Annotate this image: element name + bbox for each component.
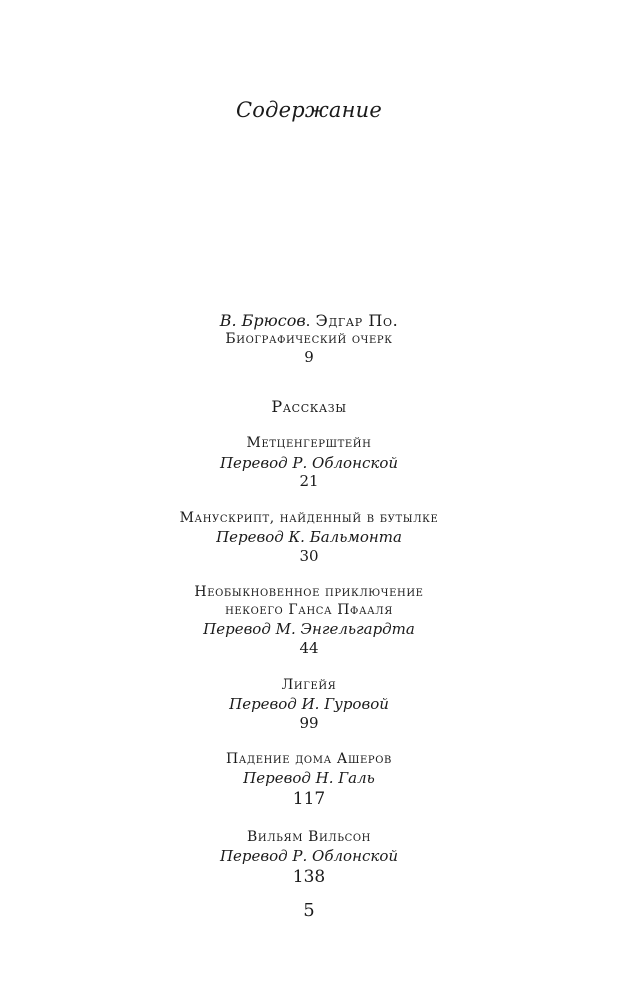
section-heading: Рассказы <box>271 397 347 416</box>
entry-page-number: 44 <box>299 639 319 657</box>
entry-translator: Перевод И. Гуровой <box>229 695 389 713</box>
entry-title: Необыкновенное приключение <box>194 584 424 600</box>
entry-title-continued: некоего Ганса Пфааля <box>225 602 393 618</box>
intro-title-line <box>0 311 618 330</box>
entry-translator: Перевод Р. Облонской <box>219 847 399 865</box>
intro-page-number: 9 <box>304 348 314 366</box>
entry-page-number: 30 <box>299 547 319 565</box>
entry-page-number: 138 <box>292 867 326 887</box>
entry-translator: Перевод Р. Облонской <box>219 454 399 472</box>
entry-page-number: 99 <box>299 714 319 732</box>
entry-title: Лигейя <box>281 677 337 693</box>
entry-page-number: 117 <box>292 789 326 809</box>
entry-title: Метценгерштейн <box>246 435 372 451</box>
intro-subtitle: Биографический очерк <box>225 331 393 347</box>
page-folio-number: 5 <box>303 900 315 921</box>
entry-title: Вильям Вильсон <box>247 829 371 845</box>
entry-title: Падение дома Ашеров <box>226 751 392 767</box>
entry-title: Манускрипт, найденный в бутылке <box>179 510 439 526</box>
entry-page-number: 21 <box>299 472 319 490</box>
contents-title: Содержание <box>235 98 383 122</box>
entry-translator: Перевод Н. Галь <box>243 769 375 787</box>
intro-author: В. Брюсов <box>219 311 306 330</box>
intro-author-period: . <box>305 312 311 330</box>
entry-translator: Перевод К. Бальмонта <box>216 528 402 546</box>
intro-title: Эдгар По. <box>315 311 399 330</box>
entry-translator: Перевод М. Энгельгардта <box>203 620 415 638</box>
